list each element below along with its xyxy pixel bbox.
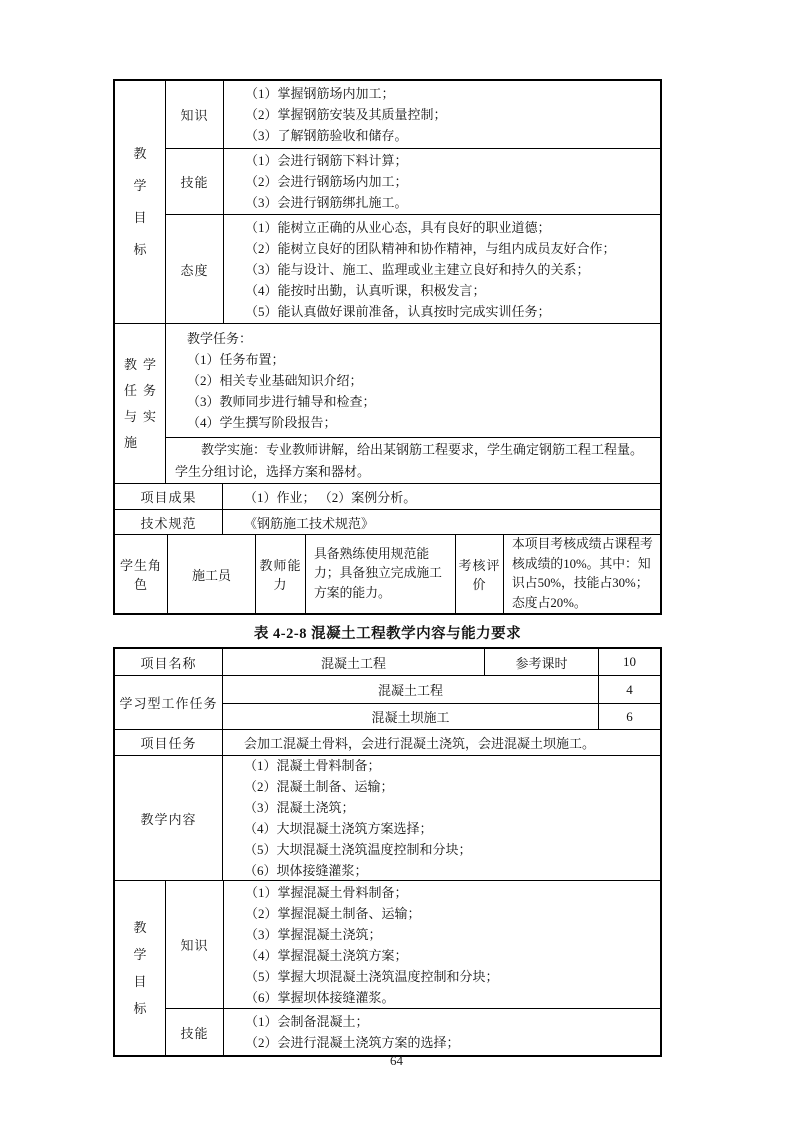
goals-knowledge-row (166, 81, 660, 148)
work-task-hours: 6 (598, 704, 660, 729)
page-number: 64 (390, 1053, 403, 1068)
teaching-goals-band-2 (115, 880, 660, 1055)
table2-title: 表 4-2-8 混凝土工程教学内容与能力要求 (253, 626, 522, 642)
tasks-list: 教学任务： （1）任务布置； （2）相关专业基础知识介绍； （3）教师同步进行辅导和检查； （4）学生撰写阶段报告； (187, 331, 376, 430)
knowledge-items: （1）掌握混凝土骨料制备； （2）掌握混凝土制备、运输； （3）掌握混凝土浇筑； （4）掌握混凝土浇筑方案； （5）掌握大坝混凝土浇筑温度控制和分块； （6）掌握坝体接缝灌浆。 (223, 881, 660, 1008)
work-tasks-band (115, 675, 660, 729)
work-task-name: 混凝土坝施工 (371, 710, 450, 725)
project-name-band (115, 649, 660, 675)
teacher-ability-label: 教师能力 (255, 535, 305, 613)
goals-attitude-row (166, 214, 660, 323)
teaching-content-band (115, 755, 660, 880)
attitude-label: 态度 (180, 262, 209, 278)
teaching-content-items: （1）混凝土骨料制备； （2）混凝土制备、运输； （3）混凝土浇筑； （4）大坝混凝土浇筑方案选择； （5）大坝混凝土浇筑温度控制和分块； （6）坝体接缝灌浆； (222, 756, 660, 880)
technical-standard-label: 技术规范 (140, 515, 197, 531)
project-name-value: 混凝土工程 (222, 649, 484, 675)
goals-skill-row (166, 148, 660, 214)
attitude-items: （1）能树立正确的从业心态，具有良好的职业道德； （2）能树立良好的团队精神和协作精神，与组内成员友好合作； （3）能与设计、施工、监理或业主建立良好和持久的关系； （4）能按时出勤，认真听课，积极发言； （5）能认真做好课前准备，认真按时完成实训任务； (223, 215, 660, 323)
teaching-goals-band (115, 81, 660, 323)
technical-standard-value: 《钢筋施工技术规范》 (222, 510, 660, 534)
project-name-label: 项目名称 (140, 655, 197, 671)
project-outcome-label: 项目成果 (140, 490, 197, 505)
project-task-value: 会加工混凝土骨料，会进行混凝土浇筑，会进混凝土坝施工。 (222, 730, 660, 755)
implementation-row (166, 437, 660, 483)
teaching-tasks-band (115, 323, 660, 483)
student-role-label: 学生角色 (119, 558, 162, 592)
teaching-tasks-label: 教学 任务 与实 施 (124, 356, 163, 450)
reference-hours-label: 参考课时 (484, 649, 598, 675)
teaching-content-label: 教学内容 (140, 811, 197, 827)
project-task-label: 项目任务 (140, 736, 197, 751)
project-task-band (115, 729, 660, 755)
goals-skill-row (166, 1008, 660, 1055)
tasks-list-row (166, 324, 660, 437)
skill-items: （1）会进行钢筋下料计算； （2）会进行钢筋场内加工； （3）会进行钢筋绑扎施工。 (223, 149, 660, 214)
teaching-goals-label: 教 学 目 标 (133, 920, 147, 1016)
project-outcome-band (115, 483, 660, 509)
teaching-goals-label: 教 学 目 标 (133, 146, 147, 257)
student-role-band (115, 534, 660, 613)
student-role-value: 施工员 (167, 535, 255, 613)
work-tasks-label: 学习型工作任务 (119, 696, 218, 711)
work-task-name: 混凝土工程 (377, 683, 443, 698)
skill-label: 技能 (180, 175, 209, 190)
goals-knowledge-row (166, 881, 660, 1008)
knowledge-items: （1）掌握钢筋场内加工； （2）掌握钢筋安装及其质量控制； （3）了解钢筋验收和储存。 (223, 81, 660, 148)
document-content (113, 79, 662, 1057)
technical-standard-band (115, 509, 660, 534)
implementation-text: 教学实施：专业教师讲解，给出某钢筋工程要求，学生确定钢筋工程工程量。学生分组讨论，选择方案和器材。 (175, 442, 644, 479)
knowledge-label: 知识 (180, 938, 209, 953)
work-task-row (223, 676, 660, 703)
work-task-row (223, 703, 660, 729)
assessment-value: 本项目考核成绩占课程考核成绩的10%。其中：知识占50%，技能占30%；态度占20%。 (503, 535, 660, 613)
work-task-hours: 4 (598, 676, 660, 703)
skill-items: （1）会制备混凝土； （2）会进行混凝土浇筑方案的选择； (223, 1009, 660, 1055)
table-steel-project (113, 79, 662, 615)
assessment-label: 考核评价 (455, 535, 503, 613)
project-outcome-value: （1）作业； （2）案例分析。 (222, 484, 660, 509)
teacher-ability-value: 具备熟练使用规范能力；具备独立完成施工方案的能力。 (305, 535, 455, 613)
knowledge-label: 知识 (180, 108, 209, 123)
skill-label: 技能 (180, 1025, 209, 1041)
table-concrete-project (113, 647, 662, 1057)
reference-hours-value: 10 (598, 649, 660, 675)
